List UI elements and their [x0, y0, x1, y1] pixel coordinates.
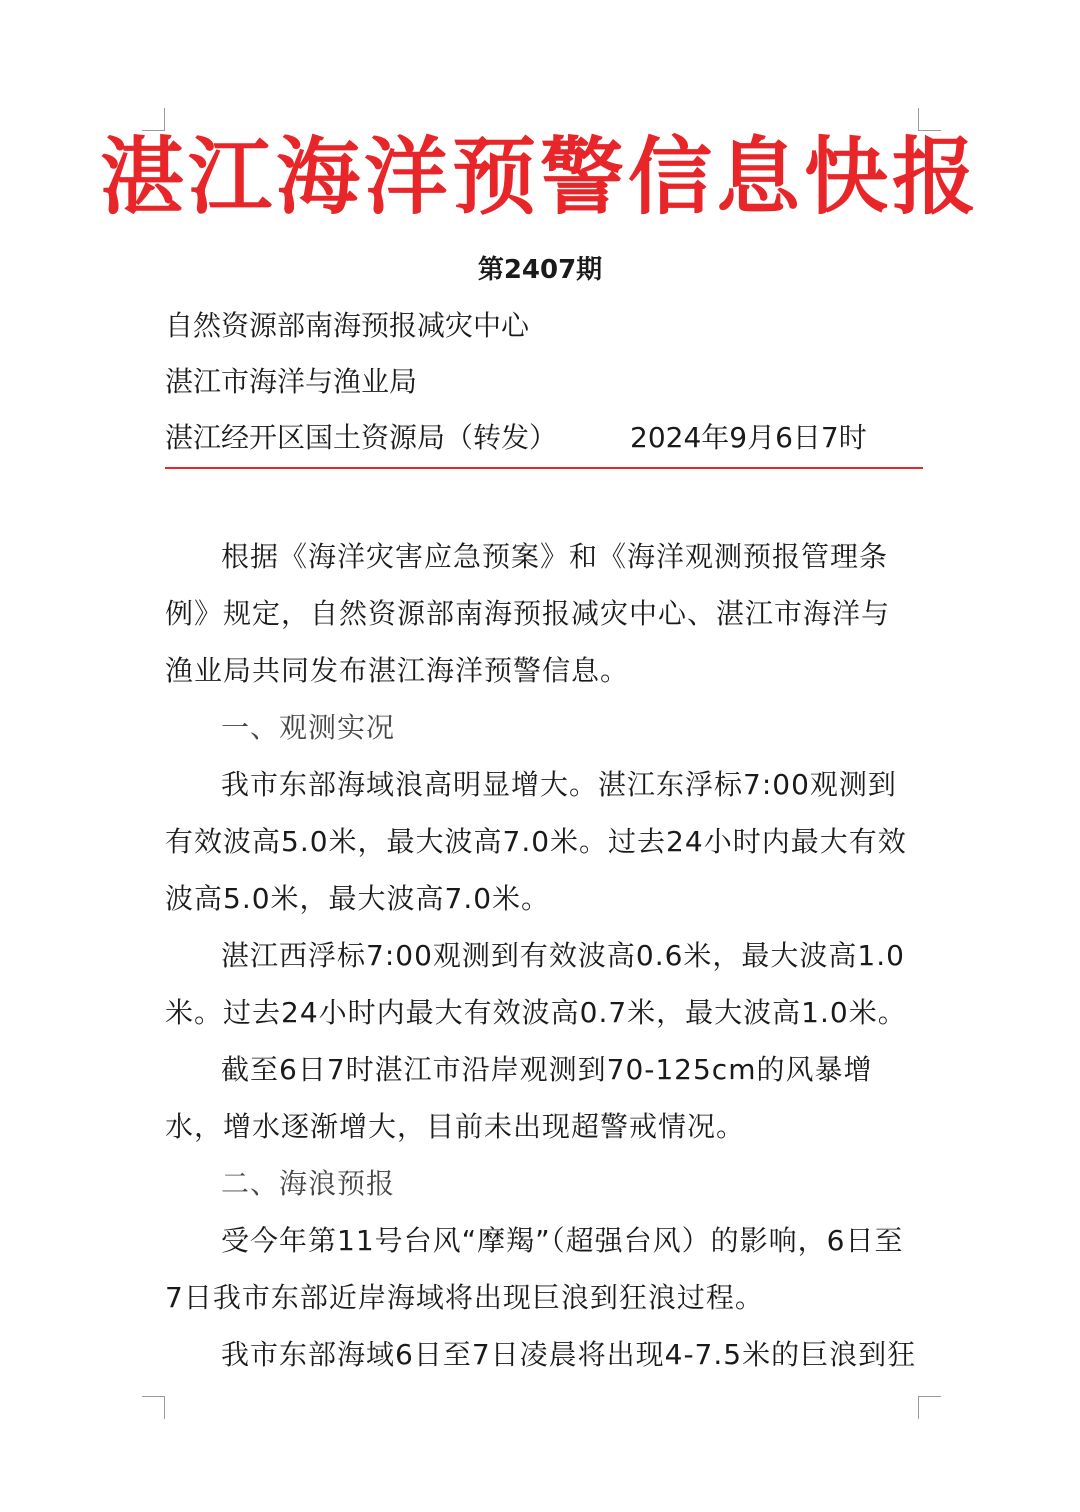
paragraph-storm-surge: 截至6日7时湛江市沿岸观测到70-125cm的风暴增水，增水逐渐增大，目前未出现超警戒情况。: [165, 1053, 873, 1143]
issue-number: 第2407期: [477, 255, 603, 285]
sender-2: 湛江市海洋与渔业局: [165, 365, 418, 398]
header-divider: [165, 467, 923, 469]
section-heading-observations: 一、观测实况: [221, 711, 396, 744]
document-body: [165, 528, 917, 1383]
paragraph-typhoon-impact: 受今年第11号台风“摩羯”（超强台风）的影响，6日至7日我市东部近岸海域将出现巨浪到狂浪过程。: [165, 1224, 904, 1314]
section-heading-wave-forecast: 二、海浪预报: [221, 1167, 396, 1200]
sender-3: 湛江经开区国土资源局（转发）: [165, 421, 558, 454]
page-corner-mark-bottom-right: [918, 1396, 941, 1419]
page-corner-mark-bottom-left: [142, 1396, 165, 1419]
issue-date: 2024年9月6日7时: [630, 421, 867, 454]
paragraph-east-buoy: 我市东部海域浪高明显增大。湛江东浮标7:00观测到有效波高5.0米，最大波高7.0米。过去24小时内最大有效波高5.0米，最大波高7.0米。: [165, 768, 907, 915]
sender-1: 自然资源部南海预报减灾中心: [165, 309, 530, 342]
paragraph-intro: 根据《海洋灾害应急预案》和《海洋观测预报管理条例》规定，自然资源部南海预报减灾中心、湛江市海洋与渔业局共同发布湛江海洋预警信息。: [165, 540, 891, 687]
document-title: 湛江海洋预警信息快报: [99, 128, 980, 226]
paragraph-west-buoy: 湛江西浮标7:00观测到有效波高0.6米，最大波高1.0米。过去24小时内最大有效波高0.7米，最大波高1.0米。: [165, 939, 907, 1029]
paragraph-wave-forecast: 我市东部海域6日至7日凌晨将出现4-7.5米的巨浪到狂: [221, 1338, 917, 1371]
